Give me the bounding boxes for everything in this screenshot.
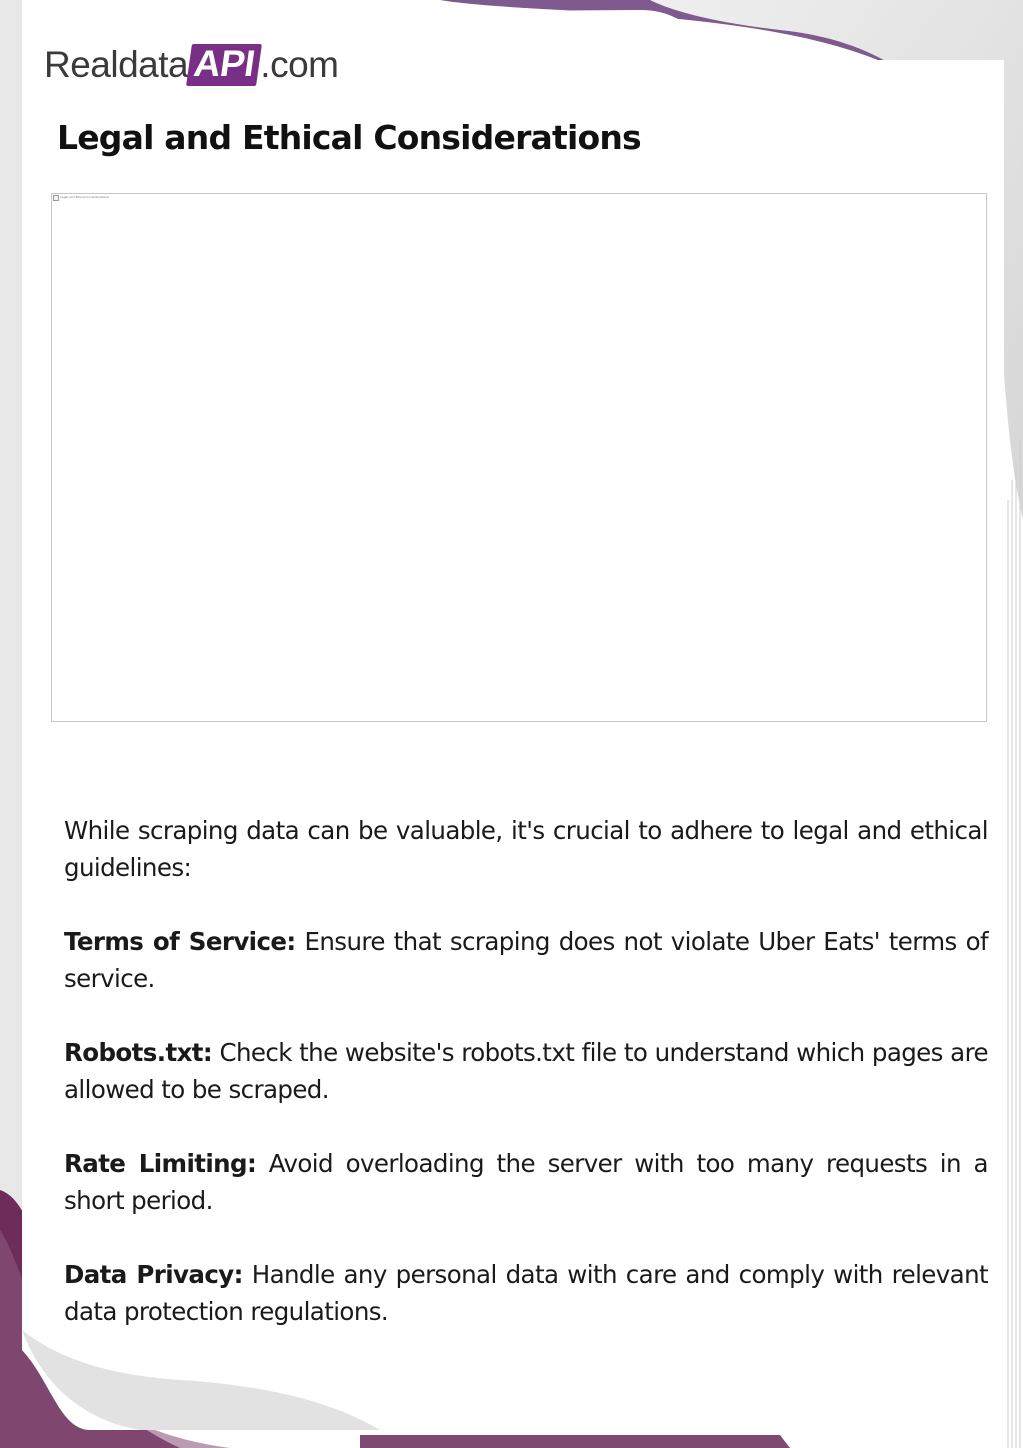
item-label: Robots.txt: (64, 1038, 213, 1067)
body-content (64, 812, 988, 1367)
item-text: Ensure that scraping does not violate Uber Eats' terms of service. (64, 927, 988, 993)
item-text: Check the website's robots.txt file to understand which pages are allowed to be scraped. (64, 1038, 988, 1104)
item-label: Rate Limiting: (64, 1149, 257, 1178)
consideration-item-robots (64, 1034, 988, 1108)
logo-prefix: Realdata (44, 44, 189, 85)
logo-suffix: .com (260, 44, 339, 85)
consideration-item-rate-limiting (64, 1145, 988, 1219)
consideration-item-data-privacy (64, 1256, 988, 1330)
consideration-item-terms (64, 923, 988, 997)
item-text: Avoid overloading the server with too many requests in a short period. (64, 1149, 988, 1215)
page-title: Legal and Ethical Considerations (57, 118, 641, 157)
item-label: Data Privacy: (64, 1260, 243, 1289)
image-alt-text: Legal and Ethical Considerations (60, 195, 110, 199)
logo-highlight: API (186, 44, 262, 86)
item-text: Handle any personal data with care and comply with relevant data protection regulations. (64, 1260, 988, 1326)
item-label: Terms of Service: (64, 927, 296, 956)
broken-image-icon (53, 195, 59, 201)
intro-paragraph: While scraping data can be valuable, it's crucial to adhere to legal and ethical guidelines: (64, 816, 988, 882)
realdataapi-logo[interactable] (44, 40, 338, 90)
content-image-placeholder (51, 193, 987, 722)
